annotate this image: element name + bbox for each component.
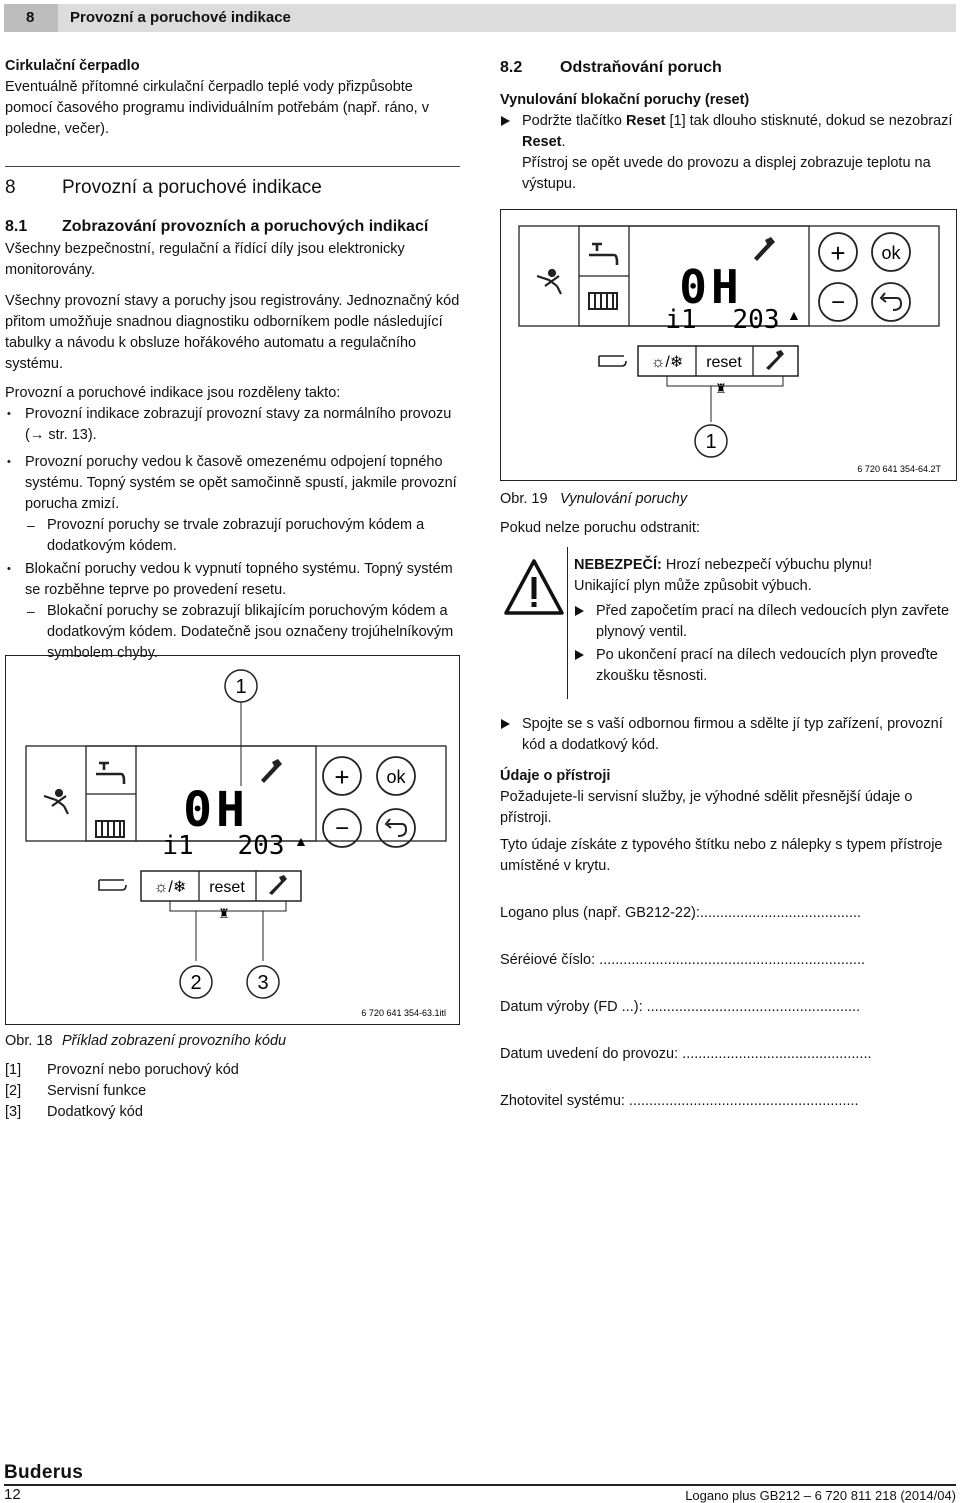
figure-18-caption-block — [5, 1031, 460, 1123]
figure-19 — [500, 209, 957, 481]
list-item: – Blokační poruchy se zobrazují blikajícím poruchovým kódem a dodatkovým kódem. Dodatečně jsou označeny trojúhelníkovým symbolem chyby. — [5, 601, 460, 664]
page-header — [4, 4, 956, 32]
figure-19-caption-block — [500, 489, 955, 539]
danger-title: NEBEZPEČÍ: Hrozí nebezpečí výbuchu plynu! — [574, 557, 873, 573]
hand-pointer-icon — [99, 880, 126, 890]
reset-display-illustration — [501, 210, 956, 480]
reset-step: Podržte tlačítko Reset [1] tak dlouho stisknuté, dokud se nezobrazí Reset. — [500, 111, 955, 153]
pump-heading: Cirkulační čerpadlo — [5, 58, 140, 74]
section-rule — [5, 166, 460, 167]
para-division: Provozní a poruchové indikace jsou rozděleny takto: — [5, 385, 341, 401]
danger-notice — [500, 547, 955, 699]
danger-step-1: Před započetím prací na dílech vedoucích plyn zavřete plynový ventil. — [574, 601, 954, 643]
minus-button[interactable] — [323, 809, 361, 847]
person-icon — [537, 270, 561, 294]
dash-list — [5, 515, 460, 557]
chapter-title: Provozní a poruchové indikace — [70, 9, 291, 26]
reset-heading: Vynulování blokační poruchy (reset) — [500, 92, 750, 108]
indication-list-2 — [5, 559, 460, 601]
list-item: • Provozní indikace zobrazují provozní stavy za normálního provozu (→ str. 13). — [5, 404, 460, 446]
section-81-heading: 8.1 Zobrazování provozních a poruchových indikací — [5, 218, 429, 235]
back-button[interactable] — [872, 283, 910, 321]
figure-18-caption: Obr. 18 Příklad zobrazení provozního kódu — [5, 1033, 287, 1049]
cannot-fix-text: Pokud nelze poruchu odstranit: — [500, 520, 700, 536]
updown-icon: ▲ — [787, 307, 801, 323]
para-registered: Všechny provozní stavy a poruchy jsou registrovány. Jednoznačný kód přitom umožňuje snadnou diagnostiku odborníkem podle následující tabulky a návodu k obsluze hořákového automatu a regulačního systému. — [5, 293, 460, 372]
legend-item: [1] Provozní nebo poruchový kód — [5, 1062, 239, 1078]
wrench-icon — [754, 237, 775, 261]
device-data-p1: Požadujete-li servisní služby, je výhodné sdělit přesnější údaje o přístroji. — [500, 789, 913, 826]
radiator-icon — [96, 821, 124, 837]
field-installer: Zhotovitel systému: ......................................................... — [500, 1093, 859, 1109]
svg-text:+: + — [334, 762, 350, 792]
ok-button[interactable] — [377, 757, 415, 795]
para-monitored: Všechny bezpečnostní, regulační a řídící díly jsou elektronicky monitorovány. — [5, 241, 405, 278]
display-illustration — [6, 656, 459, 1024]
svg-text:−: − — [334, 815, 350, 842]
warning-triangle-icon — [500, 547, 568, 699]
reset-result: Přístroj se opět uvede do provozu a displej zobrazuje teplotu na výstupu. — [522, 155, 931, 192]
section-82-heading: 8.2 Odstraňování poruch — [500, 59, 722, 76]
updown-icon: ▲ — [294, 833, 308, 849]
list-item: • Provozní poruchy vedou k časově omezenému odpojení topného systému. Topný systém se opět samočinně spustí, jakmile provozní porucha zmizí. — [5, 452, 460, 515]
callout-1-label: 1 — [705, 431, 717, 453]
document-reference: Logano plus GB212 – 6 720 811 218 (2014/04) — [685, 1488, 956, 1503]
device-data-p2: Tyto údaje získáte z typového štítku nebo z nálepky s typem přístroje umístěné v krytu. — [500, 837, 943, 874]
callout-3-label: 3 — [257, 972, 269, 994]
reset-button[interactable]: reset — [209, 879, 245, 896]
right-column — [500, 56, 955, 195]
device-data-heading: Údaje o přístroji — [500, 768, 611, 784]
plus-button[interactable] — [323, 757, 361, 795]
section-8-heading: 8 Provozní a poruchové indikace — [5, 177, 322, 198]
figure-18-legend — [5, 1060, 460, 1123]
svg-text:ok: ok — [386, 767, 406, 787]
danger-line-2: Unikající plyn může způsobit výbuch. — [574, 578, 812, 594]
contact-step: Spojte se s vaší odbornou firmou a sdělte jí typ zařízení, provozní kód a dodatkový kód. — [500, 714, 955, 756]
display-code: 0H — [679, 260, 743, 314]
figure-18 — [5, 655, 460, 1025]
figure-19-caption: Obr. 19 Vynulování poruchy — [500, 491, 688, 507]
danger-text — [574, 555, 954, 687]
svg-text:+: + — [830, 238, 846, 268]
display-sub-right: 203 — [732, 305, 780, 335]
hot-water-tap-icon — [96, 763, 124, 784]
indication-list — [5, 404, 460, 515]
ok-button[interactable] — [872, 233, 910, 271]
right-column-lower — [500, 714, 955, 1112]
legend-item: [2] Servisní funkce — [5, 1083, 147, 1099]
display-sub-left: i1 — [665, 305, 697, 335]
figure-ref: 6 720 641 354-64.2T — [857, 464, 941, 474]
person-icon — [44, 790, 68, 814]
sun-snow-icon[interactable]: ☼/❄ — [650, 354, 684, 371]
chapter-number: 8 — [4, 4, 58, 32]
page-footer — [4, 1462, 956, 1503]
svg-text:−: − — [830, 289, 846, 316]
radiator-icon — [589, 293, 617, 309]
chimney-sweep-icon: ♜ — [715, 381, 727, 396]
display-sub-left: i1 — [162, 831, 194, 861]
field-manufacture-date: Datum výroby (FD ...): ..................................................... — [500, 999, 861, 1015]
chimney-sweep-icon: ♜ — [218, 906, 230, 921]
field-commissioning-date: Datum uvedení do provozu: ............................................... — [500, 1046, 872, 1062]
danger-step-2: Po ukončení prací na dílech vedoucích plyn proveďte zkoušku těsnosti. — [574, 645, 954, 687]
display-sub-right: 203 — [237, 831, 285, 861]
page-number: 12 — [4, 1486, 21, 1503]
hot-water-tap-icon — [589, 244, 617, 265]
pump-text: Eventuálně přítomné cirkulační čerpadlo teplé vody přizpůsobte pomocí časového programu individuálním potřebám (např. ráno, v poledne, večer). — [5, 79, 429, 137]
list-item: • Blokační poruchy vedou k vypnutí topného systému. Topný systém se rozběhne teprve po provedení resetu. — [5, 559, 460, 601]
left-column — [5, 56, 460, 664]
reset-button[interactable]: reset — [706, 354, 742, 371]
danger-symbol-column — [500, 547, 568, 699]
sun-snow-icon[interactable]: ☼/❄ — [153, 879, 187, 896]
field-model: Logano plus (např. GB212-22):........................................ — [500, 905, 862, 921]
minus-button[interactable] — [819, 283, 857, 321]
display-code: 0H — [183, 782, 249, 838]
svg-text:ok: ok — [881, 243, 901, 263]
field-serial: Séréiové číslo: .................................................................. — [500, 952, 866, 968]
brand-logo: Buderus — [4, 1462, 84, 1483]
callout-1-label: 1 — [235, 676, 247, 698]
wrench-icon — [261, 759, 282, 783]
list-item: – Provozní poruchy se trvale zobrazují poruchovým kódem a dodatkovým kódem. — [5, 515, 460, 557]
hand-pointer-icon — [599, 356, 626, 366]
figure-ref: 6 720 641 354-63.1itl — [361, 1008, 446, 1018]
service-wrench-icon[interactable] — [269, 875, 287, 895]
legend-item: [3] Dodatkový kód — [5, 1104, 143, 1120]
callout-2-label: 2 — [190, 972, 202, 994]
plus-button[interactable] — [819, 233, 857, 271]
service-wrench-icon[interactable] — [766, 350, 784, 370]
